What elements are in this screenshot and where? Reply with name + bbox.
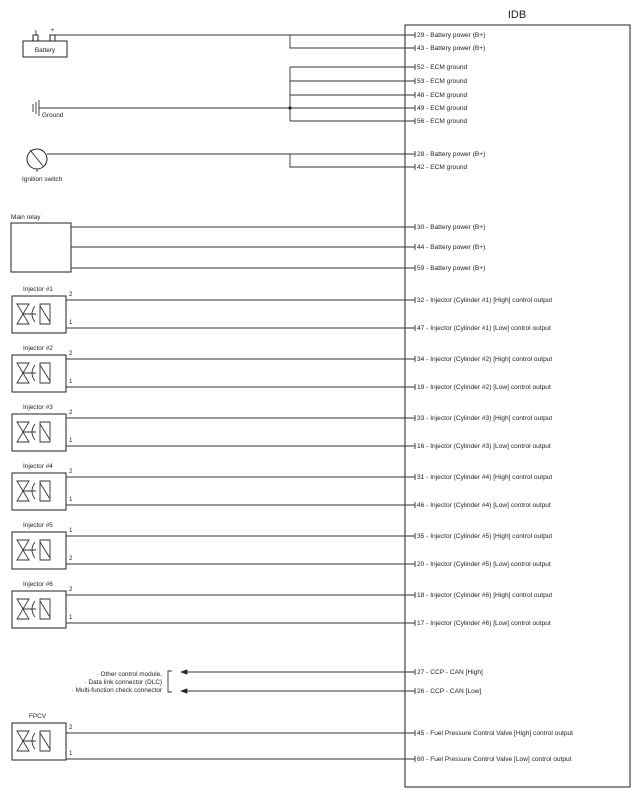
- ground-label: Ground: [42, 112, 64, 119]
- injector-wire: [66, 359, 415, 387]
- idb-pin-label: 31 - Injector (Cylinder #4) [High] control output: [417, 474, 553, 481]
- idb-pin-label: 53 - ECM ground: [417, 78, 468, 85]
- idb-pin-label: 30 - Battery power (B+): [417, 224, 486, 231]
- fpcv-bottom-pin: 1: [69, 750, 73, 757]
- idb-pin-label: 56 - ECM ground: [417, 118, 468, 125]
- injector-wire: [66, 477, 415, 505]
- injector-label: Injector #6: [23, 581, 53, 588]
- injector-component: [12, 522, 415, 569]
- can-target-line: · Multi-function check connector: [71, 687, 162, 694]
- can-bracket: [168, 671, 172, 692]
- injector-bottom-pin: 1: [69, 614, 73, 621]
- idb-pin-label: 18 - Injector (Cylinder #6) [High] control output: [417, 592, 553, 599]
- injector-wire: [66, 595, 415, 623]
- battery-plus-sign: +: [50, 27, 55, 34]
- injector-box: [12, 355, 66, 392]
- idb-pin-label: 33 - Injector (Cylinder #3) [High] control output: [417, 415, 553, 422]
- injector-box: [12, 591, 66, 628]
- ground-junction-dot: [288, 106, 291, 109]
- battery-wire: [52, 35, 415, 48]
- idb-pin-label: 52 - ECM ground: [417, 64, 468, 71]
- fpcv-wire: [66, 733, 415, 759]
- main-relay-box: [11, 223, 71, 272]
- injector-top-pin: 2: [69, 291, 73, 298]
- injector-label: Injector #3: [23, 404, 53, 411]
- injector-box: [12, 532, 66, 569]
- injector-wire: [66, 418, 415, 446]
- battery-label: Battery: [34, 47, 56, 54]
- idb-pin-label: 48 - ECM ground: [417, 92, 468, 99]
- injector-top-pin: 1: [69, 527, 73, 534]
- idb-pin-label: 47 - Injector (Cylinder #1) [Low] control output: [417, 325, 551, 332]
- idb-pin-label: 29 - Battery power (B+): [417, 32, 486, 39]
- idb-pin-label: 60 - Fuel Pressure Control Valve [Low] control output: [417, 756, 572, 763]
- idb-pin-label: 27 - CCP - CAN [High]: [417, 669, 483, 676]
- idb-pin-label: 32 - Injector (Cylinder #1) [High] control output: [417, 297, 553, 304]
- injector-label: Injector #1: [23, 286, 53, 293]
- fpcv-top-pin: 2: [69, 724, 73, 731]
- can-target-line: · Data link connector (DLC): [84, 679, 162, 686]
- idb-pin-label: 34 - Injector (Cylinder #2) [High] control output: [417, 356, 553, 363]
- injector-bottom-pin: 1: [69, 319, 73, 326]
- idb-pin-label: 35 - Injector (Cylinder #5) [High] control output: [417, 533, 553, 540]
- idb-pin-label: 20 - Injector (Cylinder #5) [Low] control output: [417, 561, 551, 568]
- ignition-wire: [47, 154, 415, 167]
- injector-component: [12, 404, 415, 451]
- idb-pin-label: 45 - Fuel Pressure Control Valve [High] control output: [417, 730, 574, 737]
- injector-bottom-pin: 1: [69, 378, 73, 385]
- idb-pin-label: 26 - CCP - CAN [Low]: [417, 688, 482, 695]
- injector-component: [12, 345, 415, 392]
- idb-pin-label: 17 - Injector (Cylinder #6) [Low] control output: [417, 620, 551, 627]
- idb-pin-label: 42 - ECM ground: [417, 164, 468, 171]
- injector-box: [12, 296, 66, 333]
- can-target-line: · Other control module,: [96, 671, 162, 678]
- injector-bottom-pin: 1: [69, 437, 73, 444]
- ignition-label: Ignition switch: [22, 176, 63, 183]
- injector-component: [12, 286, 415, 333]
- ground-component: [33, 100, 64, 119]
- idb-pin-label: 44 - Battery power (B+): [417, 244, 486, 251]
- injector-bottom-pin: 2: [69, 555, 73, 562]
- injector-component: [12, 581, 415, 628]
- main-relay-label: Main relay: [11, 214, 41, 221]
- injector-label: Injector #5: [23, 522, 53, 529]
- main-relay-wire: [71, 227, 415, 268]
- injector-label: Injector #2: [23, 345, 53, 352]
- injector-wire: [66, 300, 415, 328]
- injector-box: [12, 473, 66, 510]
- idb-pin-label: 16 - Injector (Cylinder #3) [Low] control output: [417, 443, 551, 450]
- ground-wire: [39, 67, 415, 121]
- battery-minus-sign: -: [34, 27, 37, 34]
- idb-pin-label: 19 - Injector (Cylinder #2) [Low] control output: [417, 384, 551, 391]
- can-targets: [72, 671, 163, 694]
- injector-component: [12, 463, 415, 510]
- battery-component: [23, 27, 67, 57]
- injector-top-pin: 2: [69, 409, 73, 416]
- fpcv-component: [12, 713, 415, 760]
- fpcv-box: [12, 723, 66, 760]
- idb-pin-label: 49 - ECM ground: [417, 105, 468, 112]
- battery-terminal-plus: [50, 35, 55, 41]
- main-relay-component: [11, 214, 71, 272]
- fpcv-label: FPCV: [29, 713, 47, 720]
- idb-pin-label: 46 - Injector (Cylinder #4) [Low] control output: [417, 502, 551, 509]
- idb-pin-label: 43 - Battery power (B+): [417, 45, 486, 52]
- injector-box: [12, 414, 66, 451]
- idb-title: IDB: [507, 9, 527, 21]
- injector-bottom-pin: 1: [69, 496, 73, 503]
- injector-wire: [66, 536, 415, 564]
- injector-top-pin: 2: [69, 350, 73, 357]
- battery-terminal-minus: [33, 35, 38, 41]
- idb-pin-label: 59 - Battery power (B+): [417, 265, 486, 272]
- injector-top-pin: 2: [69, 468, 73, 475]
- idb-pin-label: 28 - Battery power (B+): [417, 151, 486, 158]
- injector-label: Injector #4: [23, 463, 53, 470]
- injector-top-pin: 2: [69, 586, 73, 593]
